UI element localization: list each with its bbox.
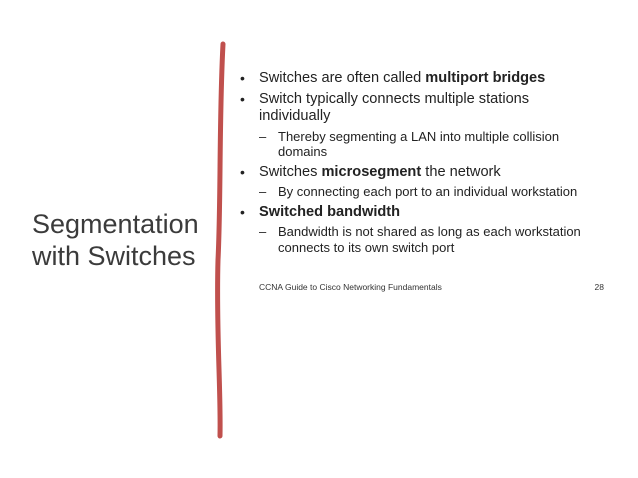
slide-footer [259, 282, 604, 292]
slide-title [32, 208, 212, 272]
footer-course-title: CCNA Guide to Cisco Networking Fundamentals [259, 282, 442, 292]
bullet-2: • Switch typically connects multiple stations individually [240, 90, 530, 124]
bullet-1: • Switches are often called multiport bridges [240, 70, 546, 86]
bullet-dot: • [240, 203, 245, 220]
sub-bullet-2-1: – Thereby segmenting a LAN into multiple collision domains [259, 128, 560, 159]
sub-bullet-dash: – [259, 224, 267, 239]
page-number: 28 [594, 282, 604, 292]
sub-bullet-dash: – [259, 184, 267, 199]
sub-bullet-3-1: – By connecting each port to an individual workstation [259, 184, 578, 199]
bullet-4: • Switched bandwidth [240, 203, 401, 220]
bullet-list [240, 70, 600, 259]
bullet-3: • Switches microsegment the network [240, 163, 501, 180]
sub-bullet-4-1: – Bandwidth is not shared as long as each workstation connects to its own switch port [259, 224, 581, 255]
slide-title-line-2: with Switches [32, 241, 196, 271]
sub-bullet-dash: – [259, 128, 267, 144]
bullet-dot: • [240, 70, 245, 86]
bullet-dot: • [240, 90, 245, 107]
slide-title-line-1: Segmentation [32, 209, 199, 239]
bullet-dot: • [240, 163, 245, 180]
